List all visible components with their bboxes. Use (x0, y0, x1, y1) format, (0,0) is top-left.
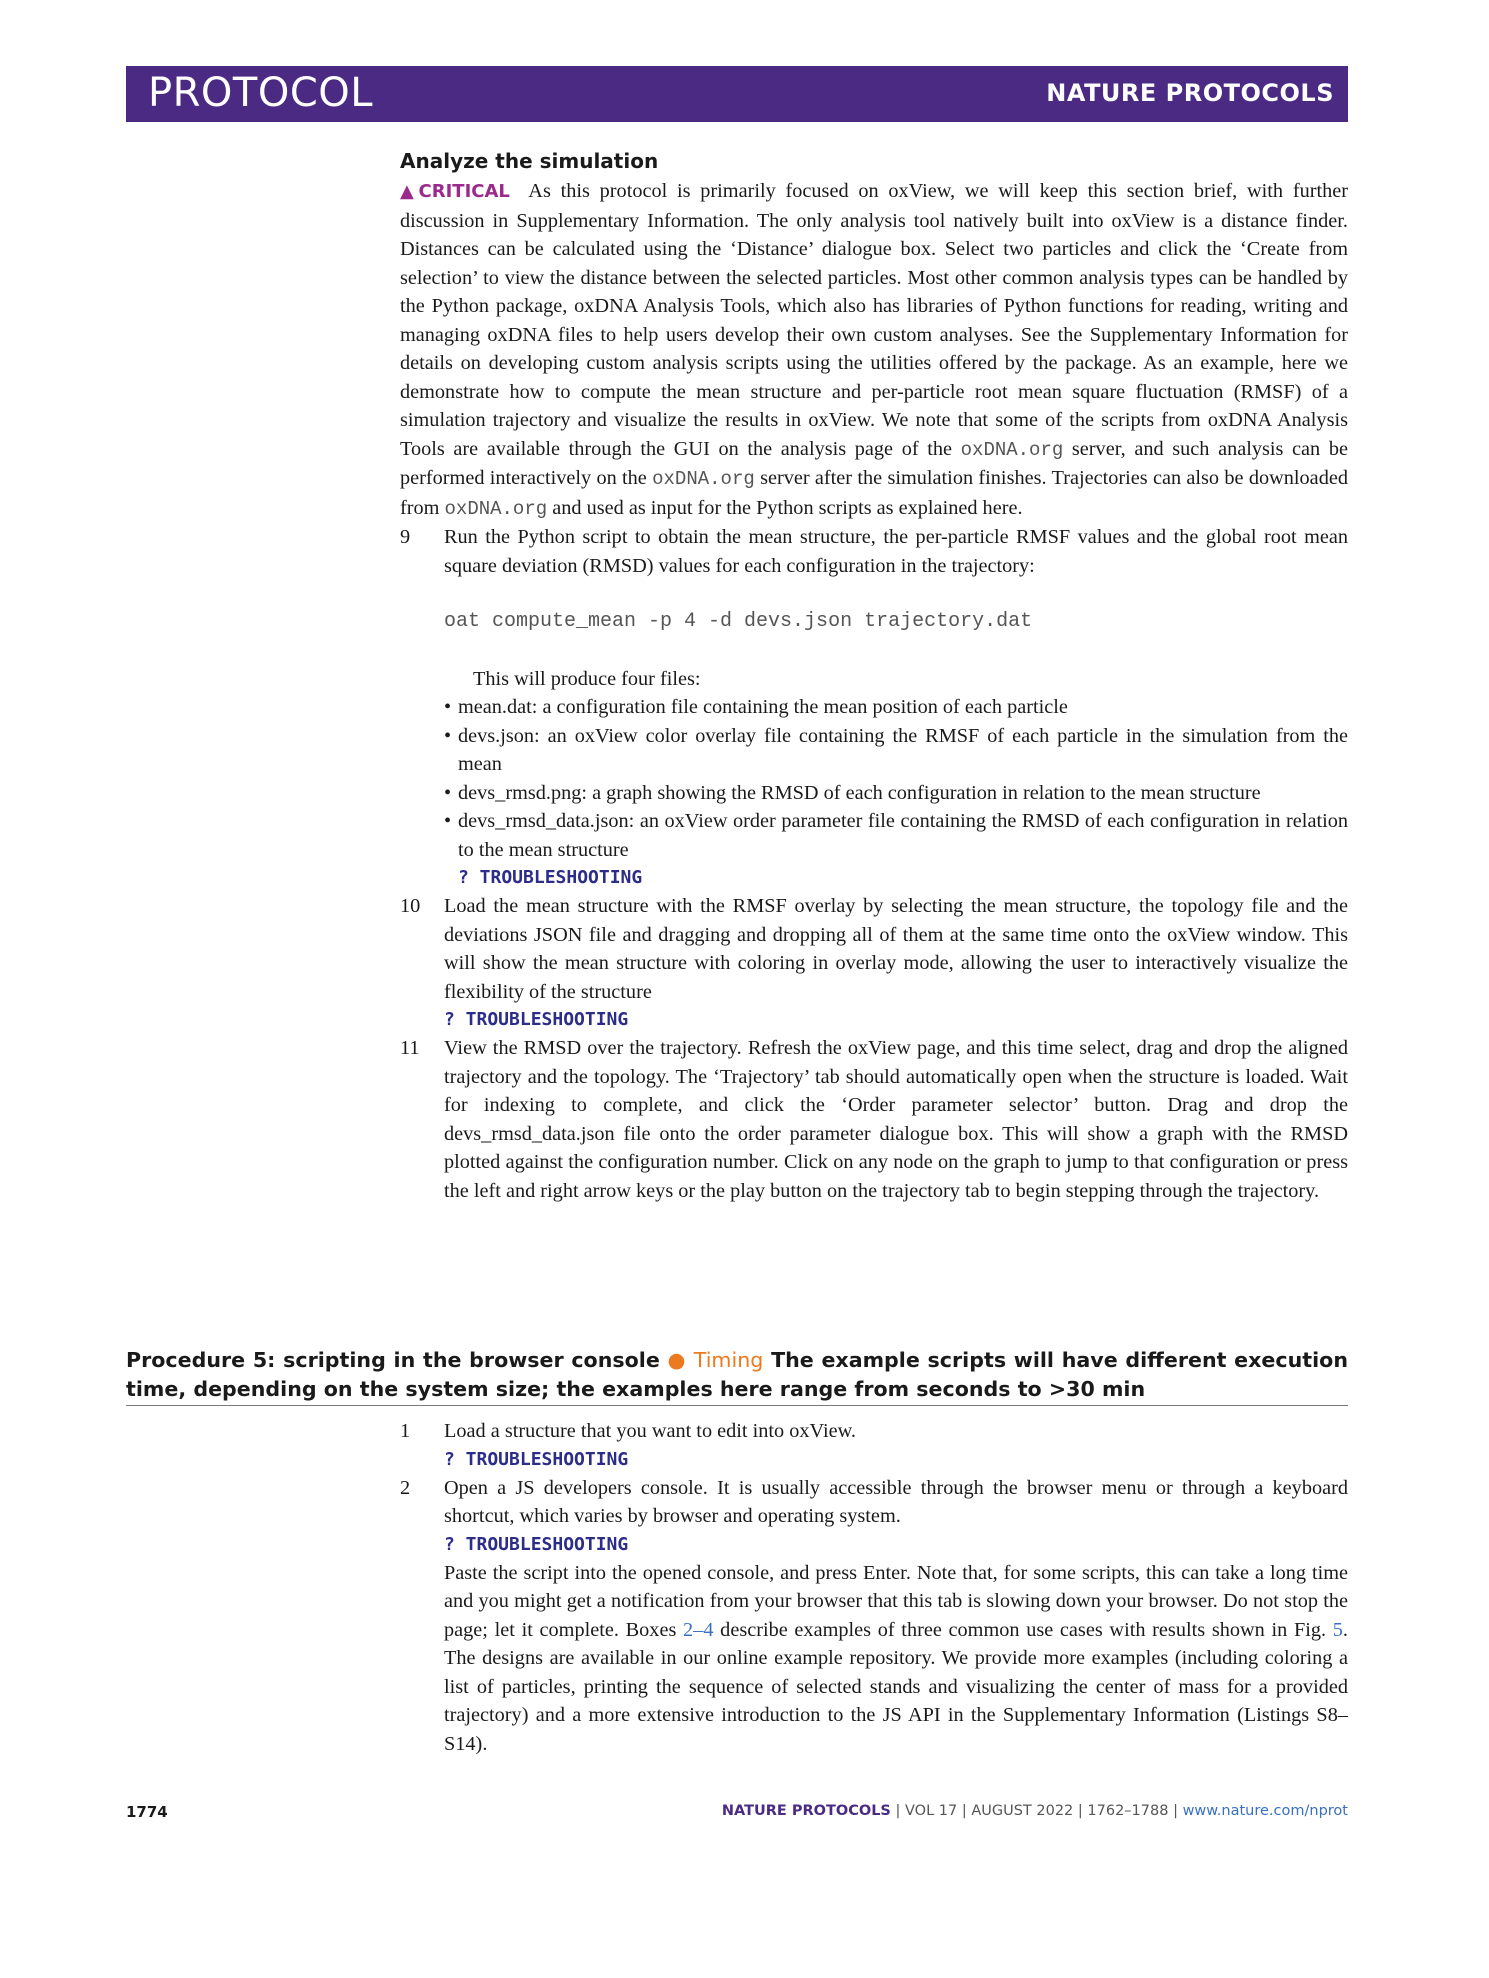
bullet-icon: • (444, 781, 452, 804)
list-item: • devs_rmsd_data.json: an oxView order parameter file containing the RMSD of each configuration in relation to the mean structure (444, 807, 1348, 864)
footer-volume: VOL 17 (905, 1803, 958, 1819)
step-text: Open a JS developers console. It is usually accessible through the browser menu or through a keyboard shortcut, which varies by browser and operating system. (444, 1476, 1348, 1527)
server-link[interactable]: oxDNA.org (652, 468, 755, 490)
analyze-section (400, 149, 1348, 1205)
step-text: Run the Python script to obtain the mean structure, the per-particle RMSF values and the global root mean square deviation (RMSD) values for each configuration in the trajectory: (444, 526, 1348, 577)
proc-step-1 (400, 1417, 1348, 1474)
step-number: 10 (400, 895, 421, 917)
step-text: View the RMSD over the trajectory. Refresh the oxView page, and this time select, drag and drop the aligned trajectory and the topology. The ‘Trajectory’ tab should automatically open when the structure is loaded. Wait for indexing to complete, and click the ‘Order parameter selector’ button. Drag and drop the devs_rmsd_data.json file onto the order parameter dialogue box. This will show a graph with the RMSD plotted against the configuration number. Click on any node on the graph to jump to that configuration or press the left and right arrow keys or the play button on the trajectory tab to begin stepping through the trajectory. (444, 1037, 1348, 1202)
step-11 (400, 1034, 1348, 1205)
step-number: 2 (400, 1476, 411, 1499)
header-bar (126, 66, 1348, 122)
section-label: PROTOCOL (148, 70, 374, 116)
step-note: This will produce four files: (473, 667, 701, 690)
boxes-link[interactable]: 2–4 (683, 1618, 714, 1641)
step-continuation: Paste the script into the opened console, and press Enter. Note that, for some scripts, this can take a long time and you might get a notification from your browser that this tab is slowing down your browser. Do not stop the page; let it complete. Boxes 2–4 describe examples of three common use cases with results shown in Fig. 5. The designs are available in our online example repository. We provide more examples (including coloring a list of particles, printing the sequence of selected stands and visualizing the center of mass for a provided trajectory) and a more extensive introduction to the JS API in the Supplementary Information (Listings S8–S14). (444, 1561, 1348, 1755)
troubleshooting-link[interactable]: ? TROUBLESHOOTING (458, 867, 643, 888)
list-item: • devs_rmsd.png: a graph showing the RMSD of each configuration in relation to the mean structure (444, 779, 1348, 808)
critical-paragraph: ▲CRITICAL As this protocol is primarily focused on oxView, we will keep this section brief, with further discussion in Supplementary Information. The only analysis tool natively built into oxView is a distance finder. Distances can be calculated using the ‘Distance’ dialogue box. Select two particles and click the ‘Create from selection’ to view the distance between the selected particles. Most other common analysis types can be handled by the Python package, oxDNA Analysis Tools, which also has libraries of Python functions for reading, writing and managing oxDNA files to help users develop their own custom analyses. See the Supplementary Information for details on developing custom analysis scripts using the utilities offered by the package. As an example, here we demonstrate how to compute the mean structure and per-particle root mean square fluctuation (RMSF) of a simulation trajectory and visualize the results in oxView. We note that some of the scripts from oxDNA Analysis Tools are available through the GUI on the analysis page of the oxDNA.org server, and such analysis can be performed interactively on the oxDNA.org server after the simulation finishes. Trajectories can also be downloaded from oxDNA.org and used as input for the Python scripts as explained here. (400, 180, 1349, 520)
server-link[interactable]: oxDNA.org (444, 497, 548, 520)
step-text: Load the mean structure with the RMSF overlay by selecting the mean structure, the topology file and the deviations JSON file and dragging and dropping all of them at the same time onto the oxView window. This will show the mean structure with coloring in overlay mode, allowing the user to interactively visualize the flexibility of the structure (444, 895, 1348, 1003)
procedure-5-steps (400, 1417, 1348, 1758)
step-number: 9 (400, 526, 411, 548)
code-block: oat compute_mean -p 4 -d devs.json trajectory.dat (444, 610, 1033, 633)
list-item: • devs.json: an oxView color overlay file containing the RMSF of each particle in the simulation from the mean (444, 722, 1348, 779)
critical-icon: ▲CRITICAL (400, 181, 510, 202)
footer-pages: 1762–1788 (1087, 1803, 1169, 1819)
section-title: Analyze the simulation (400, 149, 659, 173)
list-item: • mean.dat: a configuration file containing the mean position of each particle (444, 693, 1348, 722)
journal-name: NATURE PROTOCOLS (1046, 79, 1334, 107)
page-number: 1774 (126, 1803, 168, 1821)
step-number: 1 (400, 1420, 411, 1442)
footer-journal: NATURE PROTOCOLS (721, 1803, 891, 1819)
footer-date: AUGUST 2022 (971, 1803, 1074, 1819)
timing-icon: ● (667, 1348, 687, 1372)
bullet-icon: • (444, 724, 452, 747)
troubleshooting-link[interactable]: ? TROUBLESHOOTING (444, 1448, 629, 1470)
step-text: Load a structure that you want to edit into oxView. (444, 1420, 857, 1442)
troubleshooting-link[interactable]: ? TROUBLESHOOTING (444, 1009, 629, 1030)
timing-label: Timing (693, 1348, 764, 1372)
footer-url-link[interactable]: www.nature.com/nprot (1182, 1803, 1348, 1819)
proc-step-2 (400, 1474, 1348, 1759)
procedure-heading: Procedure 5: scripting in the browser console ● Timing The example scripts will have different execution time, depending on the system size; the examples here range from seconds to >30 min (126, 1346, 1348, 1406)
bullet-icon: • (444, 696, 452, 718)
bullet-icon: • (444, 810, 452, 832)
troubleshooting-link[interactable]: ? TROUBLESHOOTING (444, 1533, 629, 1555)
step-9 (400, 523, 1348, 892)
step-10 (400, 892, 1348, 1034)
footer-citation: NATURE PROTOCOLS | VOL 17 | AUGUST 2022 | 1762–1788 | www.nature.com/nprot (721, 1803, 1348, 1819)
step-number: 11 (400, 1037, 420, 1059)
server-link[interactable]: oxDNA.org (960, 438, 1064, 461)
figure-link[interactable]: 5 (1332, 1618, 1343, 1641)
